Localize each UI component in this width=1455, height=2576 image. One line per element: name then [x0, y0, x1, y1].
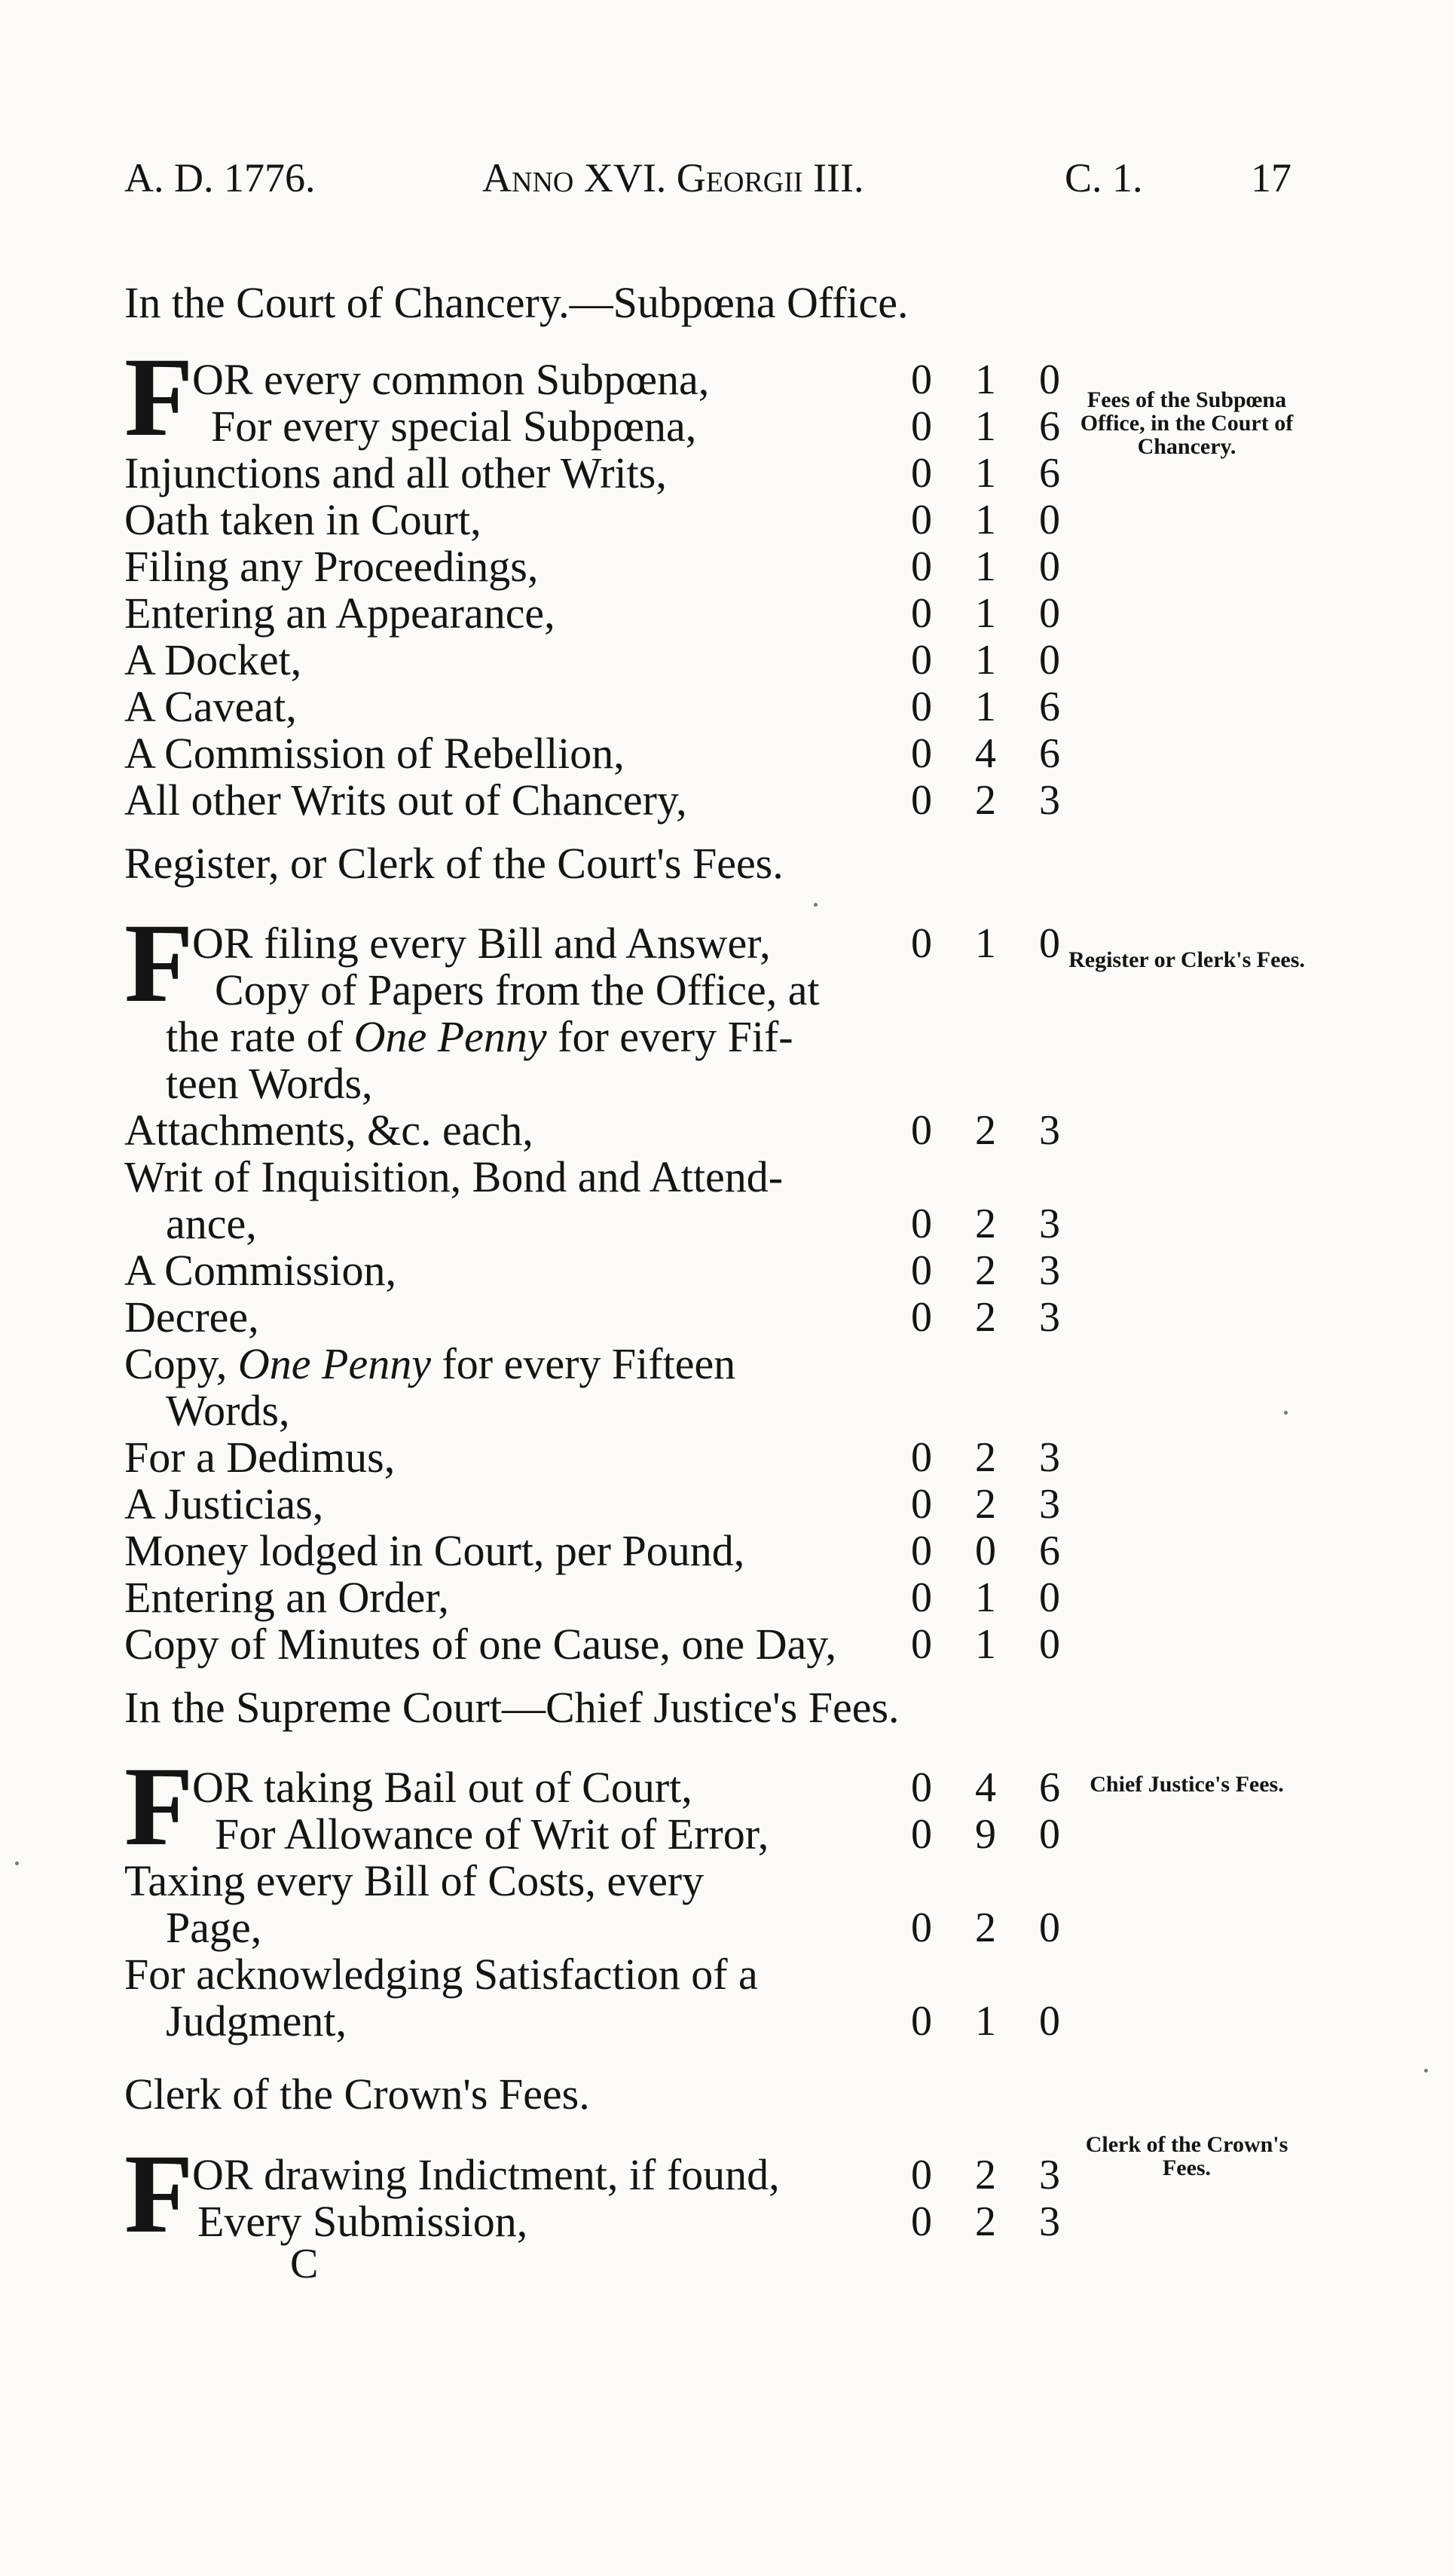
- fee-item: A Commission of Rebellion,: [124, 729, 625, 778]
- section-heading: In the Supreme Court—Chief Justice's Fees.: [124, 1683, 900, 1732]
- amount-shillings: 2: [975, 1201, 996, 1247]
- amount-pounds: 0: [911, 730, 932, 777]
- amount-pounds: 0: [911, 1904, 932, 1951]
- scan-speck: [814, 903, 818, 907]
- amount-shillings: 2: [975, 1294, 996, 1341]
- amount-shillings: 1: [975, 1998, 996, 2045]
- fee-item: Words,: [166, 1386, 290, 1435]
- fee-item: For every special Subpœna,: [211, 402, 697, 451]
- fee-item: Filing any Proceedings,: [124, 542, 539, 591]
- drop-cap: F: [124, 901, 194, 1026]
- fee-item: OR filing every Bill and Answer,: [192, 919, 771, 968]
- fee-item: OR taking Bail out of Court,: [192, 1763, 692, 1812]
- amount-shillings: 4: [975, 1764, 996, 1811]
- amount-shillings: 2: [975, 1481, 996, 1528]
- fee-item: OR every common Subpœna,: [192, 355, 710, 404]
- margin-note: Register or Clerk's Fees.: [1068, 947, 1305, 972]
- fee-item: Oath taken in Court,: [124, 495, 481, 544]
- amount-pounds: 0: [911, 1621, 932, 1668]
- amount-pence: 6: [1039, 403, 1060, 450]
- header-title: Anno XVI. Georgii III.: [482, 155, 864, 200]
- amount-pence: 3: [1039, 777, 1060, 824]
- amount-shillings: 2: [975, 2152, 996, 2198]
- amount-pounds: 0: [911, 2152, 932, 2198]
- amount-pounds: 0: [911, 497, 932, 543]
- scan-speck: [1424, 2069, 1428, 2073]
- section-heading: Clerk of the Crown's Fees.: [124, 2070, 590, 2119]
- amount-shillings: 1: [975, 356, 996, 403]
- amount-pence: 0: [1039, 1904, 1060, 1951]
- amount-shillings: 1: [975, 403, 996, 450]
- amount-shillings: 1: [975, 1574, 996, 1621]
- fee-item: For a Dedimus,: [124, 1433, 396, 1482]
- amount-pence: 3: [1039, 1107, 1060, 1154]
- section-heading: Register, or Clerk of the Court's Fees.: [124, 839, 784, 888]
- amount-pence: 0: [1039, 543, 1060, 590]
- fee-item: For Allowance of Writ of Error,: [215, 1810, 769, 1859]
- amount-pence: 3: [1039, 2152, 1060, 2198]
- amount-shillings: 1: [975, 1621, 996, 1668]
- amount-pounds: 0: [911, 684, 932, 730]
- amount-pounds: 0: [911, 590, 932, 637]
- fee-item: Judgment,: [166, 1996, 347, 2045]
- amount-shillings: 1: [975, 590, 996, 637]
- amount-pence: 0: [1039, 497, 1060, 543]
- amount-shillings: 2: [975, 1904, 996, 1951]
- signature-mark: C: [290, 2241, 319, 2287]
- fee-item: A Justicias,: [124, 1479, 324, 1528]
- amount-shillings: 2: [975, 1107, 996, 1154]
- amount-pence: 0: [1039, 1621, 1060, 1668]
- scan-speck: [15, 1862, 19, 1865]
- amount-pounds: 0: [911, 1528, 932, 1574]
- fee-item: teen Words,: [166, 1059, 373, 1108]
- amount-pence: 0: [1039, 637, 1060, 684]
- amount-pounds: 0: [911, 1764, 932, 1811]
- amount-pence: 6: [1039, 1528, 1060, 1574]
- amount-pence: 6: [1039, 1764, 1060, 1811]
- fee-item: Page,: [166, 1903, 262, 1952]
- amount-pounds: 0: [911, 356, 932, 403]
- drop-cap: F: [124, 1744, 194, 1869]
- amount-pounds: 0: [911, 1574, 932, 1621]
- amount-shillings: 4: [975, 730, 996, 777]
- scan-speck: [1284, 1411, 1288, 1415]
- fee-item: A Caveat,: [124, 682, 297, 731]
- section-heading: In the Court of Chancery.—Subpœna Office.: [124, 278, 909, 327]
- header-chapter: C. 1.: [1065, 155, 1143, 200]
- amount-pounds: 0: [911, 403, 932, 450]
- fee-item: Entering an Order,: [124, 1573, 449, 1622]
- amount-pence: 0: [1039, 920, 1060, 967]
- amount-shillings: 2: [975, 1434, 996, 1481]
- amount-pence: 6: [1039, 450, 1060, 497]
- amount-pounds: 0: [911, 637, 932, 684]
- amount-pence: 0: [1039, 356, 1060, 403]
- margin-note: Chief Justice's Fees.: [1090, 1772, 1284, 1797]
- amount-pence: 3: [1039, 1434, 1060, 1481]
- amount-pence: 6: [1039, 684, 1060, 730]
- fee-item: Copy of Minutes of one Cause, one Day,: [124, 1620, 837, 1669]
- amount-pence: 3: [1039, 2198, 1060, 2245]
- amount-pence: 3: [1039, 1201, 1060, 1247]
- fee-item: Entering an Appearance,: [124, 589, 555, 638]
- fee-item: the rate of One Penny for every Fif-: [166, 1012, 793, 1061]
- amount-pounds: 0: [911, 1201, 932, 1247]
- fee-item: Injunctions and all other Writs,: [124, 448, 667, 497]
- margin-note: Clerk of the Crown's Fees.: [1085, 2132, 1288, 2180]
- page-number: 17: [1251, 155, 1291, 200]
- amount-pounds: 0: [911, 1434, 932, 1481]
- fee-item: Attachments, &c. each,: [124, 1106, 533, 1155]
- drop-cap: F: [124, 335, 194, 460]
- amount-pence: 3: [1039, 1247, 1060, 1294]
- header-year: A. D. 1776.: [124, 155, 316, 200]
- margin-note: Fees of the Subpœna Office, in the Court of Chancery.: [1080, 387, 1294, 459]
- amount-pounds: 0: [911, 543, 932, 590]
- fee-item: A Docket,: [124, 635, 302, 684]
- amount-shillings: 1: [975, 543, 996, 590]
- amount-shillings: 2: [975, 777, 996, 824]
- amount-pounds: 0: [911, 450, 932, 497]
- amount-pounds: 0: [911, 1998, 932, 2045]
- amount-shillings: 1: [975, 637, 996, 684]
- fee-item: OR drawing Indictment, if found,: [192, 2150, 780, 2199]
- amount-pence: 0: [1039, 590, 1060, 637]
- amount-pounds: 0: [911, 1811, 932, 1858]
- fee-item: A Commission,: [124, 1246, 396, 1295]
- amount-pounds: 0: [911, 2198, 932, 2245]
- amount-shillings: 1: [975, 450, 996, 497]
- fee-item: Writ of Inquisition, Bond and Attend-: [124, 1152, 784, 1201]
- amount-shillings: 2: [975, 1247, 996, 1294]
- amount-shillings: 1: [975, 920, 996, 967]
- fee-item: Taxing every Bill of Costs, every: [124, 1856, 705, 1905]
- amount-shillings: 0: [975, 1528, 996, 1574]
- fee-item: Copy of Papers from the Office, at: [215, 965, 820, 1014]
- amount-pence: 3: [1039, 1481, 1060, 1528]
- fee-item: For acknowledging Satisfaction of a: [124, 1950, 758, 1999]
- amount-shillings: 2: [975, 2198, 996, 2245]
- amount-pounds: 0: [911, 777, 932, 824]
- amount-pounds: 0: [911, 1294, 932, 1341]
- fee-item: Every Submission,: [197, 2197, 528, 2246]
- amount-pounds: 0: [911, 1247, 932, 1294]
- amount-shillings: 9: [975, 1811, 996, 1858]
- amount-pounds: 0: [911, 920, 932, 967]
- amount-pence: 0: [1039, 1811, 1060, 1858]
- amount-shillings: 1: [975, 497, 996, 543]
- fee-item: All other Writs out of Chancery,: [124, 776, 687, 825]
- amount-pounds: 0: [911, 1107, 932, 1154]
- fee-item: ance,: [166, 1199, 257, 1248]
- amount-pence: 0: [1039, 1998, 1060, 2045]
- fee-item: Decree,: [124, 1293, 259, 1342]
- fee-item: Money lodged in Court, per Pound,: [124, 1526, 745, 1575]
- drop-cap: F: [124, 2131, 194, 2256]
- amount-pence: 6: [1039, 730, 1060, 777]
- amount-shillings: 1: [975, 684, 996, 730]
- amount-pounds: 0: [911, 1481, 932, 1528]
- amount-pence: 3: [1039, 1294, 1060, 1341]
- fee-item: Copy, One Penny for every Fifteen: [124, 1339, 736, 1388]
- amount-pence: 0: [1039, 1574, 1060, 1621]
